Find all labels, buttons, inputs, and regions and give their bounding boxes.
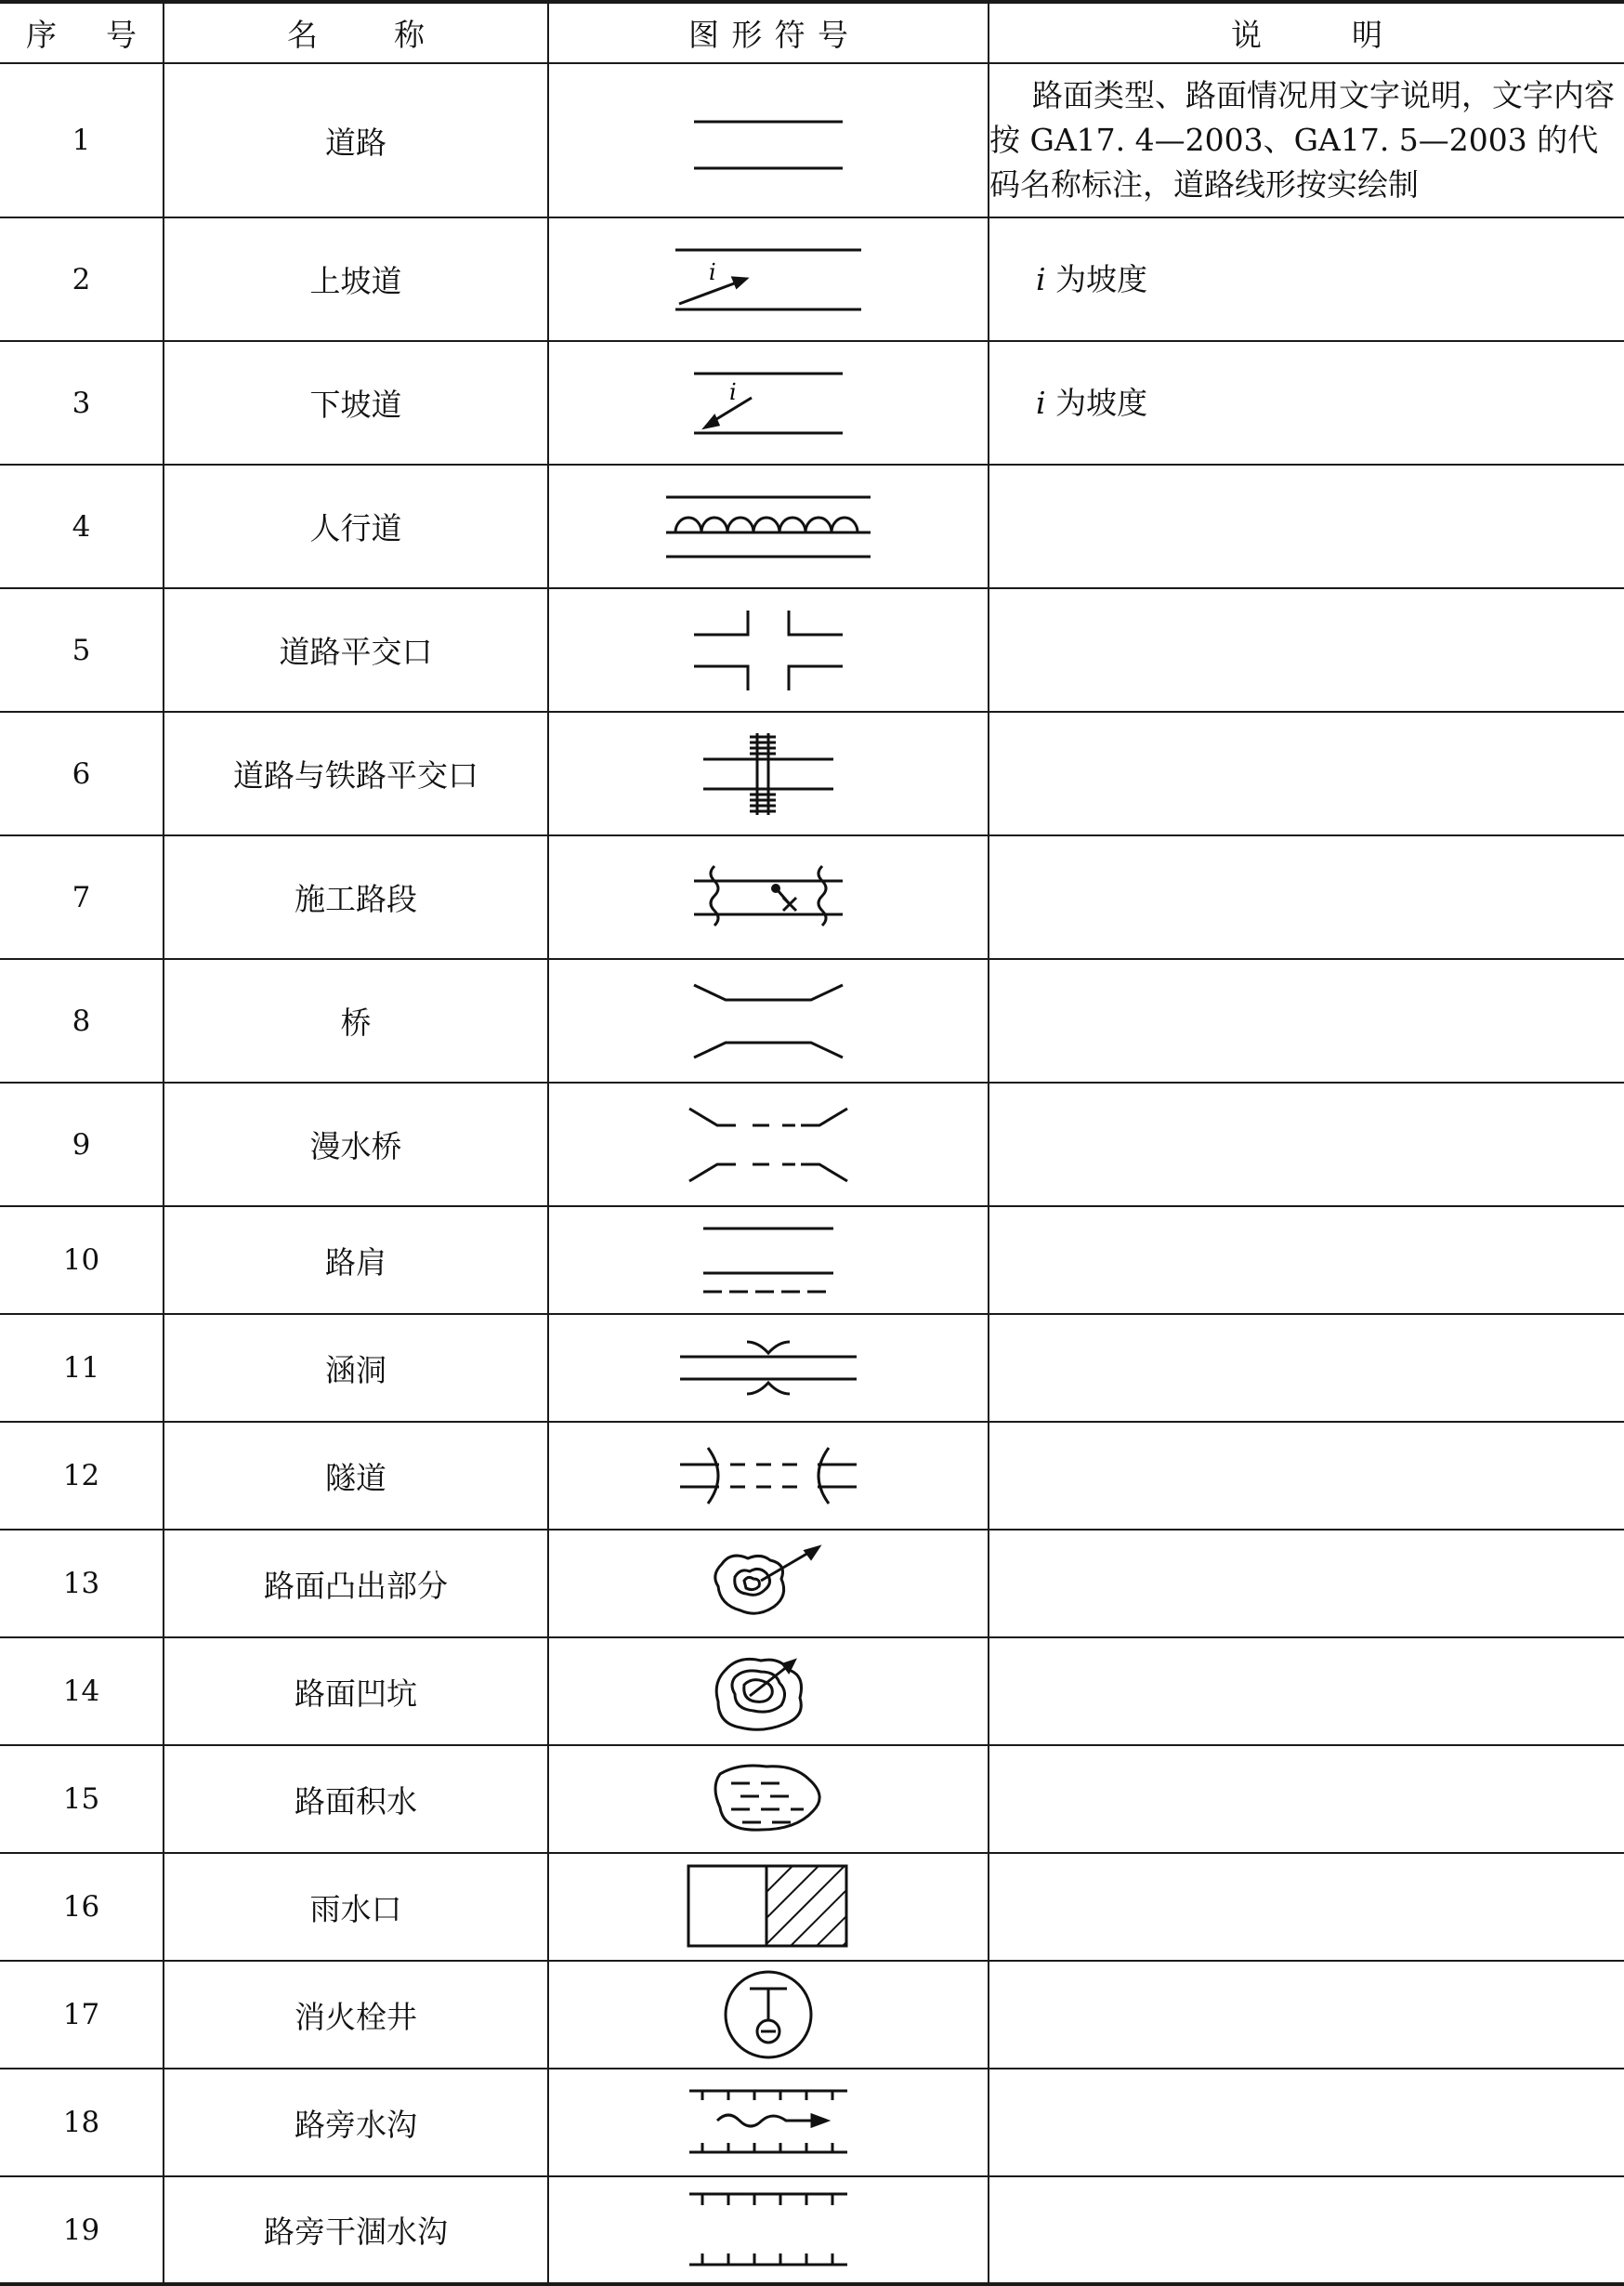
slope-label: i — [709, 258, 716, 285]
dry-roadside-ditch-symbol-icon — [548, 2176, 989, 2284]
row-name: 路面凹坑 — [164, 1637, 548, 1745]
table-row — [0, 712, 1624, 835]
row-note — [989, 712, 1624, 835]
table-row — [0, 2176, 1624, 2284]
road-pothole-symbol-icon — [548, 1637, 989, 1745]
table-row — [0, 588, 1624, 712]
row-name: 雨水口 — [164, 1853, 548, 1961]
row-name: 路面凸出部分 — [164, 1530, 548, 1637]
row-note — [989, 588, 1624, 712]
row-name: 下坡道 — [164, 341, 548, 465]
row-name: 人行道 — [164, 465, 548, 588]
row-number: 15 — [0, 1745, 164, 1853]
header-symbol: 图 形 符 号 — [548, 2, 989, 63]
row-note — [989, 1314, 1624, 1422]
table-row — [0, 1314, 1624, 1422]
row-name: 道路 — [164, 63, 548, 217]
tunnel-symbol-icon — [548, 1422, 989, 1530]
row-note — [989, 1853, 1624, 1961]
row-number: 13 — [0, 1530, 164, 1637]
sidewalk-symbol-icon — [548, 465, 989, 588]
header-name: 名 称 — [164, 2, 548, 63]
road-bump-symbol-icon — [548, 1530, 989, 1637]
construction-section-symbol-icon — [548, 835, 989, 959]
submersible-bridge-symbol-icon — [548, 1083, 989, 1206]
road-symbol-icon — [548, 63, 989, 217]
table-row — [0, 1745, 1624, 1853]
row-name: 施工路段 — [164, 835, 548, 959]
table-row — [0, 835, 1624, 959]
row-number: 17 — [0, 1961, 164, 2069]
row-note — [989, 1637, 1624, 1745]
roadside-ditch-symbol-icon — [548, 2069, 989, 2176]
row-name: 路面积水 — [164, 1745, 548, 1853]
row-number: 2 — [0, 217, 164, 341]
table-row — [0, 1961, 1624, 2069]
row-number: 7 — [0, 835, 164, 959]
row-number: 12 — [0, 1422, 164, 1530]
row-name: 上坡道 — [164, 217, 548, 341]
row-name: 路旁水沟 — [164, 2069, 548, 2176]
header-note: 说 明 — [989, 2, 1624, 63]
row-number: 10 — [0, 1206, 164, 1314]
row-note — [989, 1083, 1624, 1206]
row-note — [989, 1422, 1624, 1530]
row-note — [989, 1530, 1624, 1637]
table-row — [0, 341, 1624, 465]
row-number: 16 — [0, 1853, 164, 1961]
table-row — [0, 217, 1624, 341]
row-number: 9 — [0, 1083, 164, 1206]
slope-label: i — [729, 378, 737, 405]
row-number: 1 — [0, 63, 164, 217]
table-row — [0, 63, 1624, 217]
row-note — [989, 2176, 1624, 2284]
road-water-symbol-icon — [548, 1745, 989, 1853]
table-row — [0, 1637, 1624, 1745]
header-no: 序 号 — [0, 2, 164, 63]
table-row — [0, 959, 1624, 1083]
table-row — [0, 1422, 1624, 1530]
culvert-symbol-icon — [548, 1314, 989, 1422]
bridge-symbol-icon — [548, 959, 989, 1083]
row-note — [989, 2069, 1624, 2176]
row-number: 5 — [0, 588, 164, 712]
row-note — [989, 959, 1624, 1083]
row-name: 隧道 — [164, 1422, 548, 1530]
table-row — [0, 2069, 1624, 2176]
row-name: 道路平交口 — [164, 588, 548, 712]
table-row — [0, 1853, 1624, 1961]
row-name: 消火栓井 — [164, 1961, 548, 2069]
row-name: 路旁干涸水沟 — [164, 2176, 548, 2284]
row-note — [989, 1206, 1624, 1314]
row-number: 19 — [0, 2176, 164, 2284]
header-row — [0, 2, 1624, 63]
row-note — [989, 465, 1624, 588]
row-number: 3 — [0, 341, 164, 465]
row-number: 14 — [0, 1637, 164, 1745]
row-number: 11 — [0, 1314, 164, 1422]
storm-drain-symbol-icon — [548, 1853, 989, 1961]
railway-crossing-symbol-icon — [548, 712, 989, 835]
table-row — [0, 465, 1624, 588]
table-row — [0, 1206, 1624, 1314]
row-note — [989, 835, 1624, 959]
row-number: 6 — [0, 712, 164, 835]
row-name: 桥 — [164, 959, 548, 1083]
row-number: 4 — [0, 465, 164, 588]
uphill-slope-symbol-icon — [548, 217, 989, 341]
row-note — [989, 1745, 1624, 1853]
row-name: 路肩 — [164, 1206, 548, 1314]
row-note — [989, 1961, 1624, 2069]
row-note: 路面类型、路面情况用文字说明，文字内容按 GA17. 4—2003、GA17. 5—2003 的代码名称标注，道路线形按实绘制 — [989, 63, 1624, 217]
row-name: 漫水桥 — [164, 1083, 548, 1206]
fire-hydrant-well-symbol-icon — [548, 1961, 989, 2069]
row-name: 道路与铁路平交口 — [164, 712, 548, 835]
row-name: 涵洞 — [164, 1314, 548, 1422]
downhill-slope-symbol-icon — [548, 341, 989, 465]
row-number: 18 — [0, 2069, 164, 2176]
row-note: i 为坡度 — [989, 341, 1624, 465]
table-row — [0, 1083, 1624, 1206]
road-intersection-symbol-icon — [548, 588, 989, 712]
table-row — [0, 1530, 1624, 1637]
row-number: 8 — [0, 959, 164, 1083]
row-note: i 为坡度 — [989, 217, 1624, 341]
road-shoulder-symbol-icon — [548, 1206, 989, 1314]
